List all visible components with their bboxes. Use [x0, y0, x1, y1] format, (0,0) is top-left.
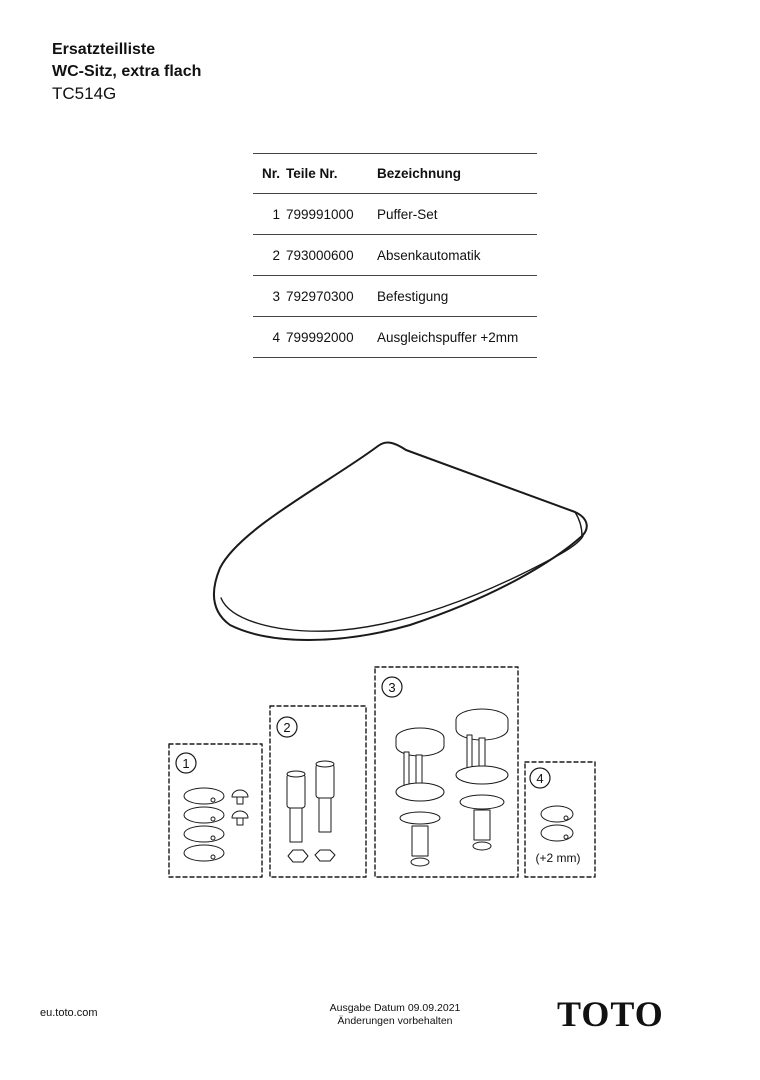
part-4-note: (+2 mm)	[535, 851, 581, 865]
callout-4-label: 4	[536, 771, 544, 786]
row-part-number: 793000600	[286, 247, 354, 263]
callout-1-label: 1	[182, 756, 190, 771]
callout-3-label: 3	[388, 680, 396, 695]
row-part-number: 799991000	[286, 206, 354, 222]
document-title: Ersatzteilliste	[52, 41, 156, 58]
footer-issue-info	[280, 1002, 510, 1028]
product-name: WC-Sitz, extra flach	[52, 63, 202, 80]
callout-2-label: 2	[283, 720, 291, 735]
footer-website: eu.toto.com	[40, 1007, 98, 1019]
issue-date: Ausgabe Datum 09.09.2021	[329, 1002, 461, 1014]
row-description: Puffer-Set	[377, 206, 438, 222]
row-part-number: 792970300	[286, 288, 354, 304]
toilet-seat-illustration	[214, 443, 587, 640]
row-nr: 1	[272, 206, 280, 222]
header-nr: Nr.	[261, 166, 280, 181]
change-notice: Änderungen vorbehalten	[337, 1015, 453, 1027]
soft-close-illustration	[287, 761, 335, 862]
header-part-number: Teile Nr.	[286, 166, 338, 181]
row-nr: 3	[272, 288, 280, 304]
model-number: TC514G	[52, 84, 117, 103]
compensation-bumper-illustration	[541, 806, 573, 841]
bumper-set-illustration	[184, 788, 248, 861]
toto-logo: TOTO	[557, 994, 664, 1034]
header-description: Bezeichnung	[377, 166, 462, 181]
fixing-set-illustration	[396, 709, 508, 866]
row-nr: 2	[272, 247, 280, 263]
row-description: Absenkautomatik	[377, 247, 481, 263]
row-part-number: 799992000	[286, 329, 354, 345]
row-description: Befestigung	[377, 288, 449, 304]
row-nr: 4	[272, 329, 280, 345]
row-description: Ausgleichspuffer +2mm	[377, 329, 519, 345]
